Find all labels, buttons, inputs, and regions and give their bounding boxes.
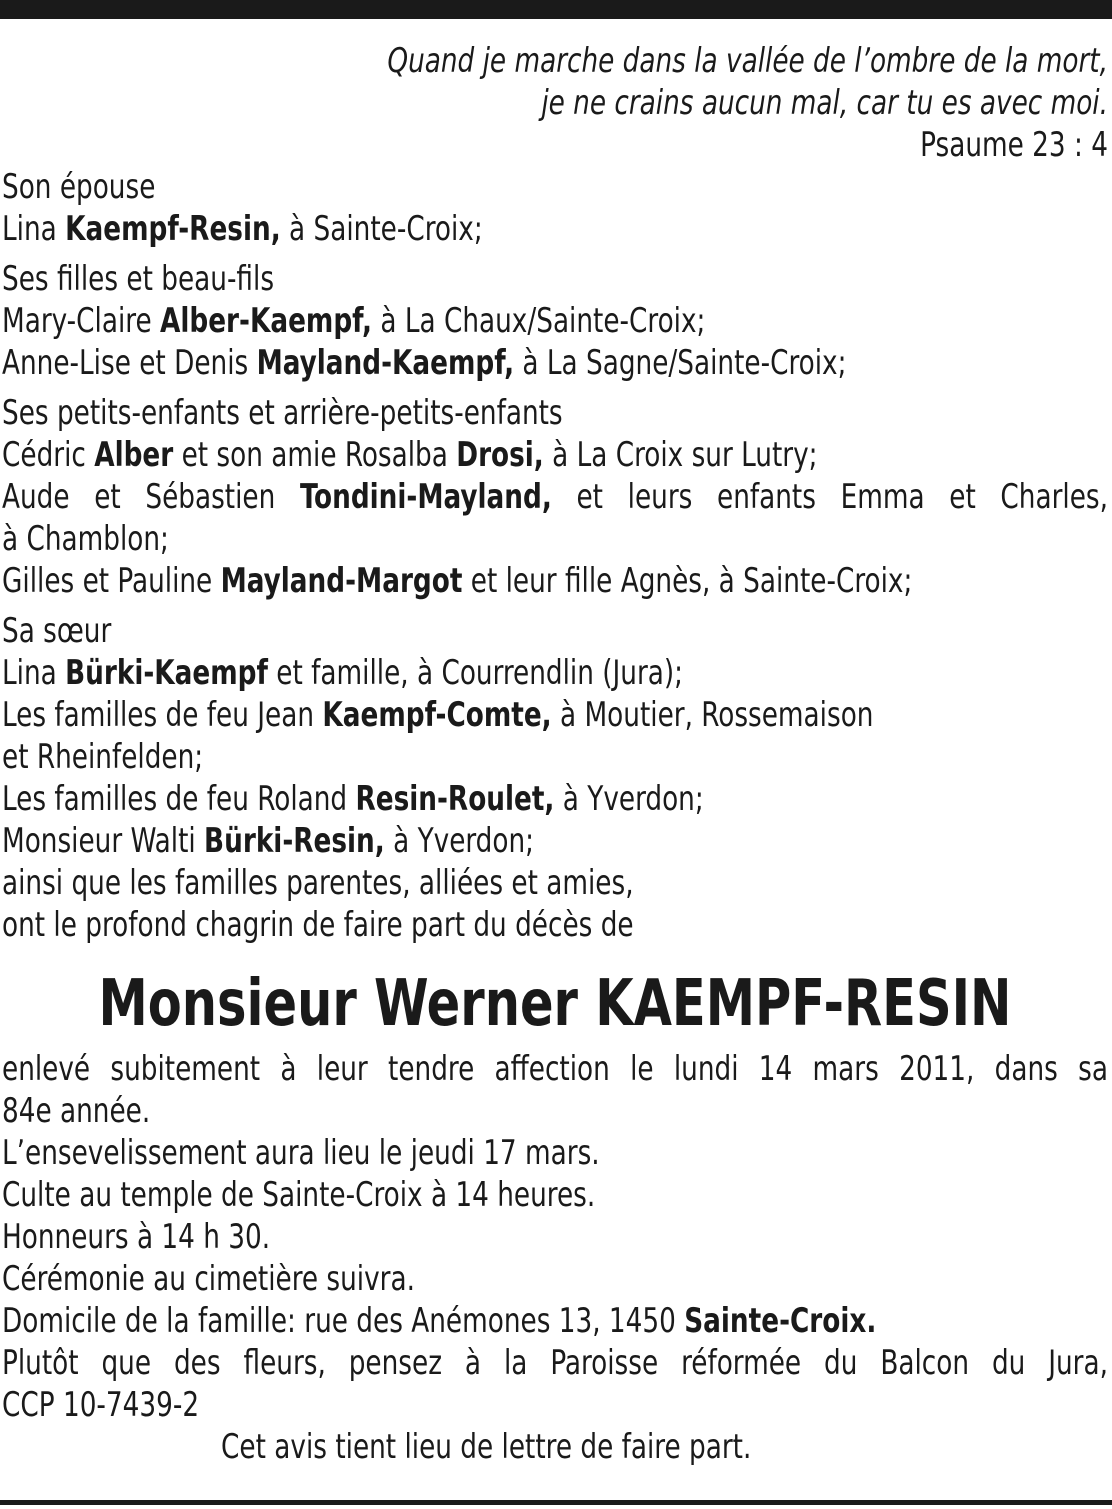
epigraph — [2, 40, 1108, 166]
family-line: ainsi que les familles parentes, alliées et amies, — [2, 863, 634, 903]
detail-line: Honneurs à 14 h 30. — [2, 1217, 271, 1257]
text: Monsieur Walti — [2, 821, 205, 861]
family-line: et Rheinfelden; — [2, 737, 204, 777]
section-heading: Ses filles et beau-fils — [2, 259, 275, 299]
surname: Drosi, — [456, 435, 544, 475]
text: à Moutier, Rossemaison — [551, 695, 874, 735]
surname: Resin-Roulet, — [355, 779, 555, 819]
text: et leur fille Agnès, à Sainte-Croix; — [462, 561, 913, 601]
surname: Mayland-Kaempf, — [256, 343, 515, 383]
surname: Alber-Kaempf, — [159, 301, 373, 341]
detail-line — [2, 1300, 1108, 1342]
section-heading: Son épouse — [2, 167, 156, 207]
detail-line: CCP 10-7439-2 — [2, 1385, 200, 1425]
family-line — [2, 694, 1108, 736]
family-line — [2, 342, 1108, 384]
detail-line: Cérémonie au cimetière suivra. — [2, 1259, 415, 1299]
deceased-name: Monsieur Werner KAEMPF-RESIN — [98, 967, 1012, 1041]
text: à Yverdon; — [554, 779, 704, 819]
family-line: à Chamblon; — [2, 519, 169, 559]
place: Sainte-Croix. — [684, 1301, 877, 1341]
closing-note: Cet avis tient lieu de lettre de faire part. — [221, 1427, 752, 1467]
epigraph-line-2: je ne crains aucun mal, car tu es avec moi. — [541, 83, 1108, 123]
text: à La Sagne/Sainte-Croix; — [514, 343, 847, 383]
text: Aude et Sébastien — [2, 477, 300, 517]
family-line — [2, 560, 1108, 602]
surname: Tondini-Mayland, — [299, 477, 552, 517]
surname: Alber — [94, 435, 174, 475]
detail-line: 84e année. — [2, 1091, 151, 1131]
epigraph-line-1: Quand je marche dans la vallée de l’ombre de la mort, — [387, 41, 1108, 81]
detail-line: Plutôt que des fleurs, pensez à la Paroisse réformée du Balcon du Jura, — [2, 1343, 1108, 1383]
family-line — [2, 300, 1108, 342]
text: Mary-Claire — [2, 301, 160, 341]
section-heading: Ses petits-enfants et arrière-petits-enfants — [2, 393, 563, 433]
sister-section — [2, 610, 1108, 946]
text: Les familles de feu Roland — [2, 779, 356, 819]
family-line — [2, 820, 1108, 862]
detail-line: Culte au temple de Sainte-Croix à 14 heures. — [2, 1175, 596, 1215]
family-line: ont le profond chagrin de faire part du décès de — [2, 905, 634, 945]
grandchildren-section — [2, 392, 1108, 602]
surname: Mayland-Margot — [220, 561, 463, 601]
obituary-notice — [2, 40, 1108, 1468]
detail-line: enlevé subitement à leur tendre affection le lundi 14 mars 2011, dans sa — [2, 1049, 1108, 1089]
surname: Bürki-Resin, — [204, 821, 385, 861]
surname: Bürki-Kaempf — [65, 653, 268, 693]
spouse-section — [2, 166, 1108, 250]
family-line — [2, 476, 1108, 518]
text: à La Chaux/Sainte-Croix; — [372, 301, 706, 341]
surname: Kaempf-Resin, — [65, 209, 281, 249]
text: et son amie Rosalba — [173, 435, 457, 475]
text: et leurs enfants Emma et Charles, — [551, 477, 1108, 517]
section-heading: Sa sœur — [2, 611, 112, 651]
detail-line: L’ensevelissement aura lieu le jeudi 17 mars. — [2, 1133, 600, 1173]
text: Cédric — [2, 435, 95, 475]
text: Gilles et Pauline — [2, 561, 221, 601]
funeral-details — [2, 1048, 1108, 1426]
top-rule — [0, 0, 1112, 19]
surname: Kaempf-Comte, — [322, 695, 552, 735]
bottom-rule — [0, 1500, 1112, 1505]
text: Lina — [2, 209, 66, 249]
family-line — [2, 778, 1108, 820]
daughters-section — [2, 258, 1108, 384]
text: à La Croix sur Lutry; — [543, 435, 818, 475]
text: et famille, à Courrendlin (Jura); — [267, 653, 684, 693]
epigraph-reference: Psaume 23 : 4 — [920, 125, 1108, 165]
text: Anne-Lise et Denis — [2, 343, 257, 383]
family-line — [2, 652, 1108, 694]
family-line — [2, 434, 1108, 476]
family-line — [2, 208, 1108, 250]
text: Lina — [2, 653, 66, 693]
text: à Yverdon; — [384, 821, 535, 861]
text: Domicile de la famille: rue des Anémones 13, 1450 — [2, 1301, 685, 1341]
text: Les familles de feu Jean — [2, 695, 323, 735]
text: à Sainte-Croix; — [280, 209, 483, 249]
